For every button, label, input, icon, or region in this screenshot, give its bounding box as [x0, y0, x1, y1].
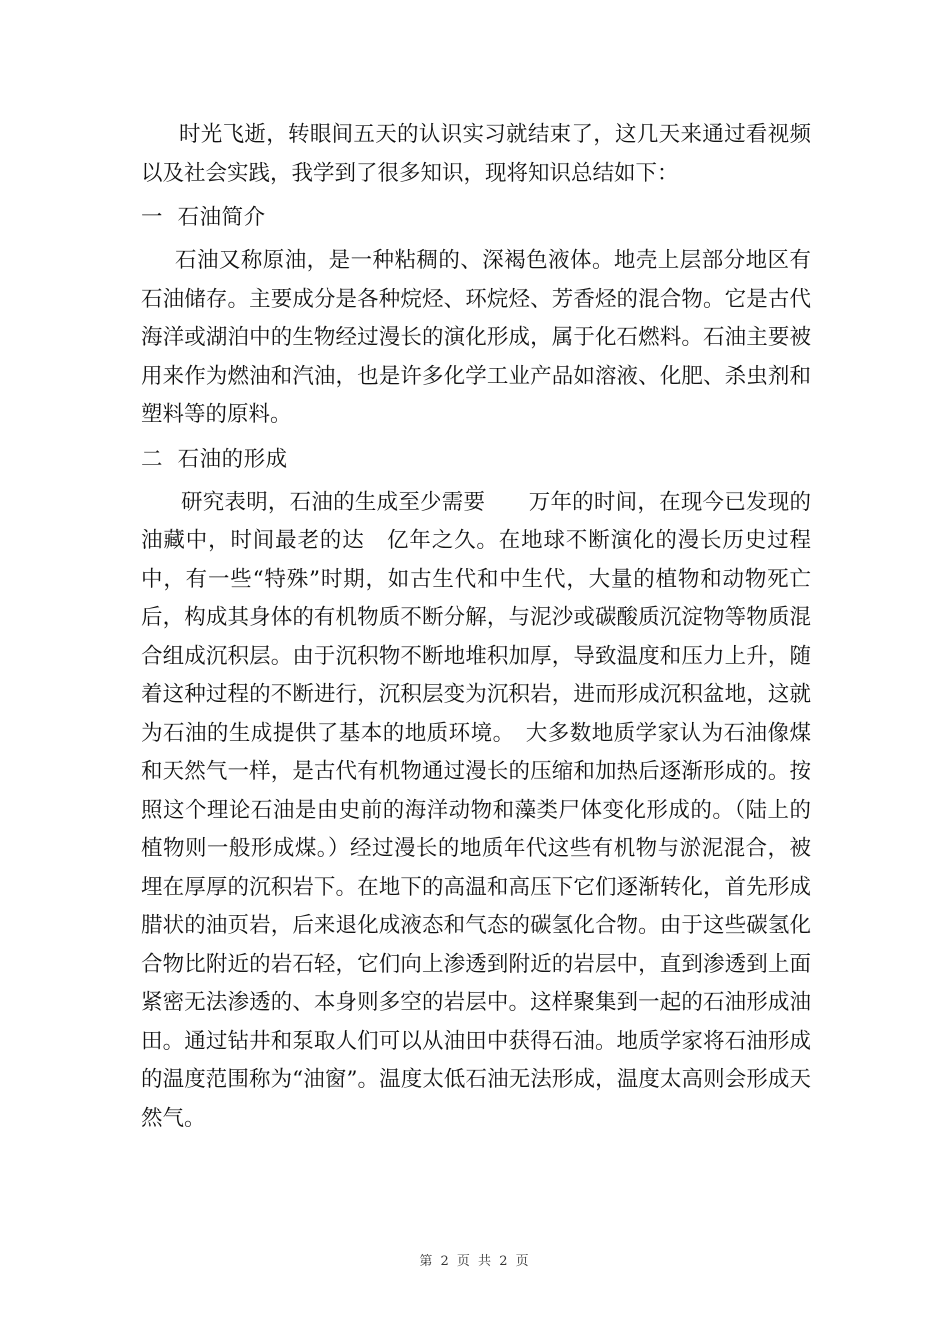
intro-paragraph: 时光飞逝，转眼间五天的认识实习就结束了，这几天来通过看视频以及社会实践，我学到了很多知识，现将知识总结如下：: [141, 122, 811, 186]
section-paragraph-petroleum-formation: 研究表明，石油的生成至少需要 万年的时间，在现今已发现的油藏中，时间最老的达 亿年之久。在地球不断演化的漫长历史过程中，有一些“特殊”时期，如古生代和中生代，大量的植物和动物死亡后，构成其身体的有机物质不断分解，与泥沙或碳酸质沉淀物等物质混合组成沉积层。由于沉积物不断地堆积加厚，导致温度和压力上升，随着这种过程的不断进行，沉积层变为沉积岩，进而形成沉积盆地，这就为石油的生成提供了基本的地质环境。 大多数地质学家认为石油像煤和天然气一样，是古代有机物通过漫长的压缩和加热后逐渐形成的。按照这个理论石油是由史前的海洋动物和藻类尸体变化形成的。（陆上的植物则一般形成煤。）经过漫长的地质年代这些有机物与淤泥混合，被埋在厚厚的沉积岩下。在地下的高温和高压下它们逐渐转化，首先形成腊状的油页岩，后来退化成液态和气态的碳氢化合物。由于这些碳氢化合物比附近的岩石轻，它们向上渗透到附近的岩层中，直到渗透到上面紧密无法渗透的、本身则多空的岩层中。这样聚集到一起的石油形成油田。通过钻井和泵取人们可以从油田中获得石油。地质学家将石油形成的温度范围称为“油窗”。温度太低石油无法形成，温度太高则会形成天然气。: [141, 489, 811, 1131]
section-paragraph-petroleum-intro: 石油又称原油，是一种粘稠的、深褐色液体。地壳上层部分地区有石油储存。主要成分是各种烷烃、环烷烃、芳香烃的混合物。它是古代海洋或湖泊中的生物经过漫长的演化形成，属于化石燃料。石油主要被用来作为燃油和汽油，也是许多化学工业产品如溶液、化肥、杀虫剂和塑料等的原料。: [141, 248, 811, 427]
section-heading-petroleum-intro: 一 石油简介: [141, 205, 266, 230]
section-heading-petroleum-formation: 二 石油的形成: [141, 446, 288, 472]
document-body: [141, 116, 811, 1138]
page-footer: 第 2 页 共 2 页: [419, 1254, 531, 1269]
